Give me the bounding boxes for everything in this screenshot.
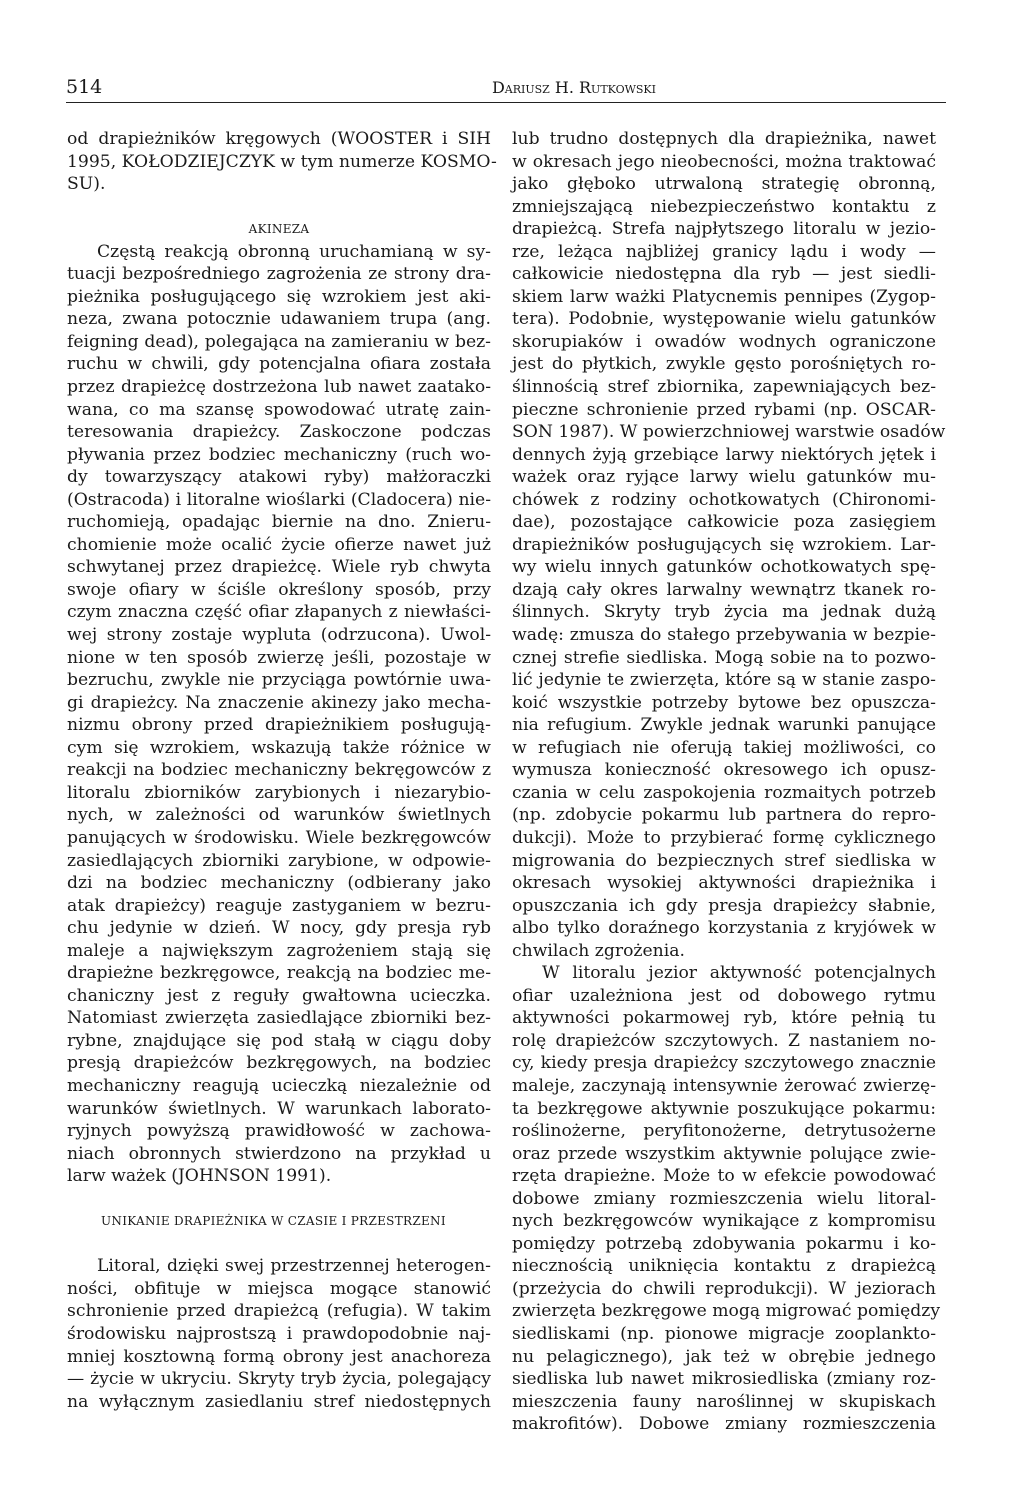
text-line: pływania przez bodziec mechaniczny (ruch wo-: [67, 444, 491, 465]
text-line: pomiędzy potrzebą zdobywania pokarmu i ko-: [512, 1233, 936, 1254]
section-heading: AKINEZA: [248, 222, 310, 237]
text-line: dae), pozostające całkowicie poza zasięgiem: [512, 512, 936, 533]
text-line: rolę drapieżców szczytowych. Z nastaniem no-: [512, 1030, 936, 1051]
text-line: chomienie może ocalić życie ofierze nawet już: [67, 534, 491, 555]
text-line: dukcji). Może to przybierać formę cyklicznego: [512, 827, 936, 848]
text-line: ryjnych powyższą prawidłowość w zachowa-: [67, 1121, 491, 1142]
text-line: larw ważek (JOHNSON 1991).: [67, 1166, 332, 1187]
text-line: makrofitów). Dobowe zmiany rozmieszczenia: [512, 1414, 936, 1435]
text-line: wana, co ma szansę spowodować utratę zain-: [67, 399, 491, 420]
text-line: dy towarzyszący atakowi ryby) małżoraczki: [67, 467, 491, 488]
text-line: (np. zdobycie pokarmu lub partnera do repro-: [512, 805, 936, 826]
text-line: atak drapieżcy) reaguje zastyganiem w bezru-: [67, 895, 491, 916]
text-line: opuszczania ich gdy presja drapieżcy słabnie,: [512, 895, 936, 916]
text-line: panujących w środowisku. Wiele bezkręgowców: [67, 827, 491, 848]
text-line: maleje, zaczynają intensywnie żerować zwierzę-: [512, 1075, 936, 1096]
text-line: mniej kosztowną formą obrony jest anachoreza: [67, 1346, 491, 1367]
text-line: środowisku najprostszą i prawdopodobnie naj-: [67, 1323, 491, 1344]
page-number: 514: [66, 76, 103, 98]
text-line: swoje ofiary w ściśle określony sposób, przy: [67, 579, 491, 600]
text-line: bezruchu, zwykle nie przyciąga powtórnie uwa-: [67, 670, 491, 691]
text-line: rze, leżąca najbliżej granicy lądu i wody —: [512, 241, 936, 262]
text-line: mieszczenia fauny naroślinnej w skupiskach: [512, 1391, 936, 1412]
text-line: rzęta drapieżne. Może to w efekcie powodować: [512, 1166, 936, 1187]
text-line: ności, obfituje w miejsca mogące stanowić: [67, 1278, 491, 1299]
text-line: przez drapieżcę dostrzeżona lub nawet zaatako-: [67, 377, 491, 398]
text-line: oraz przede wszystkim aktywnie polujące zwie-: [512, 1143, 936, 1164]
text-line: dobowe zmiany rozmieszczenia wielu litoral-: [512, 1188, 936, 1209]
text-line: neza, zwana potocznie udawaniem trupa (ang.: [67, 309, 491, 330]
text-line: czania w celu zaspokojenia rozmaitych potrzeb: [512, 782, 936, 803]
text-line: w okresach jego nieobecności, można traktować: [512, 151, 936, 172]
text-line: drapieżcą. Strefa najpłytszego litoralu w jezio-: [512, 219, 936, 240]
text-line: wy wielu innych gatunków ochotkowatych spę-: [512, 557, 936, 578]
text-line: cym się wzrokiem, wskazują także różnice w: [67, 737, 491, 758]
text-line: na wyłącznym zasiedlaniu stref niedostępnych: [67, 1391, 491, 1412]
text-line: Litoral, dzięki swej przestrzennej heterogen-: [97, 1256, 491, 1277]
text-line: ślinnością stref zbiornika, zapewniających bez-: [512, 377, 936, 398]
text-line: ważek oraz ryjące larwy wielu gatunków mu-: [512, 467, 936, 488]
text-line: zwierzęta bezkręgowe mogą migrować pomiędzy: [512, 1301, 941, 1322]
text-line: teresowania drapieżcy. Zaskoczone podczas: [67, 422, 491, 443]
text-line: wej strony zostaje wypluta (odrzucona). Uwol-: [67, 625, 491, 646]
text-line: W litoralu jezior aktywność potencjalnych: [542, 963, 936, 984]
text-line: niach obronnych stwierdzono na przykład u: [67, 1143, 491, 1164]
text-line: schwytanej przez drapieżcę. Wiele ryb chwyta: [67, 557, 491, 578]
text-line: nych bezkręgowców wynikające z kompromisu: [512, 1211, 936, 1232]
text-line: chówek z rodziny ochotkowatych (Chironomi-: [512, 489, 936, 510]
blank-line: [67, 1188, 491, 1211]
text-line: roślinożerne, peryfitonożerne, detrytusożerne: [512, 1121, 936, 1142]
section-heading: UNIKANIE DRAPIEŻNIKA W CZASIE I PRZESTRZENI: [101, 1214, 446, 1229]
text-line: rybne, znajdujące się pod stałą w ciągu doby: [67, 1030, 491, 1051]
text-line: pieczne schronienie przed rybami (np. OSCAR-: [512, 399, 936, 420]
text-line: feigning dead), polegająca na zamieraniu w bez-: [67, 331, 491, 352]
text-line: ruchomieją, opadając biernie na dno. Znieru-: [67, 512, 491, 533]
text-line: chaniczny jest z reguły gwałtowna ucieczka.: [67, 985, 491, 1006]
text-line: skiem larw ważki Platycnemis pennipes (Zygop-: [512, 286, 936, 307]
text-line: lić jedynie te zwierzęta, które są w stanie zaspo-: [512, 670, 936, 691]
text-line: wadę: zmusza do stałego przebywania w bezpie-: [512, 625, 936, 646]
text-line: — życie w ukryciu. Skryty tryb życia, polegający: [67, 1369, 491, 1390]
text-line: nizmu obrony przed drapieżnikiem posługują-: [67, 715, 491, 736]
text-line: całkowicie niedostępna dla ryb — jest siedli-: [512, 264, 936, 285]
text-line: presją drapieżców bezkręgowych, na bodziec: [67, 1053, 491, 1074]
text-line: migrowania do bezpiecznych stref siedliska w: [512, 850, 936, 871]
left-column: [67, 128, 497, 1413]
text-line: wymusza konieczność okresowego ich opusz-: [512, 760, 936, 781]
text-line: schronienie przed drapieżcą (refugia). W takim: [67, 1301, 491, 1322]
running-head: Dariusz H. Rutkowski: [491, 78, 656, 97]
text-line: niecznością uniknięcia kontaktu z drapieżcą: [512, 1256, 936, 1277]
text-line: 1995, KOŁODZIEJCZYK w tym numerze KOSMO-: [67, 151, 497, 172]
text-line: ofiar uzależniona jest od dobowego rytmu: [512, 985, 936, 1006]
text-line: zasiedlających zbiorniki zarybione, w odpowie-: [67, 850, 491, 871]
text-line: ta bezkręgowe aktywnie poszukujące pokarmu:: [512, 1098, 936, 1119]
text-line: litoralu zbiorników zarybionych i niezarybio-: [67, 782, 491, 803]
text-line: drapieżników posługujących się wzrokiem. Lar-: [512, 534, 936, 555]
text-line: Natomiast zwierzęta zasiedlające zbiorniki bez-: [67, 1008, 491, 1029]
text-line: nione w ten sposób zwierzę jeśli, pozostaje w: [67, 647, 491, 668]
right-column: [512, 128, 946, 1436]
text-line: Częstą reakcją obronną uruchamianą w sy-: [97, 241, 491, 262]
text-line: drapieżne bezkręgowce, reakcją na bodziec me-: [67, 963, 491, 984]
text-line: aktywności pokarmowej ryb, które pełnią tu: [512, 1008, 936, 1029]
text-line: SU).: [67, 174, 106, 195]
text-line: nych, w zależności od warunków świetlnych: [67, 805, 491, 826]
text-line: (Ostracoda) i litoralne wioślarki (Cladocera) nie-: [67, 489, 491, 510]
text-line: jest do płytkich, zwykle gęsto porośniętych ro-: [512, 354, 936, 375]
text-line: ślinnych. Skryty tryb życia ma jednak dużą: [512, 602, 936, 623]
text-line: zmniejszającą niebezpieczeństwo kontaktu z: [512, 196, 936, 217]
text-line: dennych żyją grzebiące larwy niektórych jętek i: [512, 444, 936, 465]
text-line: chu jedynie w dzień. W nocy, gdy presja ryb: [67, 918, 491, 939]
text-line: chwilach zgrożenia.: [512, 940, 685, 961]
text-line: ruchu w chwili, gdy potencjalna ofiara została: [67, 354, 491, 375]
text-line: maleje a największym zagrożeniem stają się: [67, 940, 491, 961]
blank-line: [67, 1233, 491, 1256]
text-line: warunków świetlnych. W warunkach laborato-: [67, 1098, 491, 1119]
text-line: tuacji bezpośredniego zagrożenia ze strony dra-: [67, 264, 491, 285]
text-line: nia refugium. Zwykle jednak warunki panujące: [512, 715, 936, 736]
text-line: koić wszystkie potrzeby bytowe bez opuszcza-: [512, 692, 936, 713]
text-line: czym znaczna część ofiar złapanych z niewłaści-: [67, 602, 491, 623]
text-line: mechaniczny reagują ucieczką niezależnie od: [67, 1075, 491, 1096]
text-line: reakcji na bodziec mechaniczny bekręgowców z: [67, 760, 491, 781]
text-line: od drapieżników kręgowych (WOOSTER i SIH: [67, 129, 491, 149]
text-line: jako głęboko utrwaloną strategię obronną,: [512, 174, 936, 195]
page-header: [66, 76, 946, 103]
text-line: (przeżycia do chwili reprodukcji). W jeziorach: [512, 1278, 936, 1299]
text-line: lub trudno dostępnych dla drapieżnika, nawet: [512, 129, 936, 149]
text-line: albo tylko doraźnego korzystania z kryjówek w: [512, 918, 936, 939]
text-line: dzi na bodziec mechaniczny (odbierany jako: [67, 873, 491, 894]
text-line: siedliska lub nawet mikrosiedliska (zmiany roz-: [512, 1369, 936, 1390]
text-line: SON 1987). W powierzchniowej warstwie osadów: [512, 422, 946, 443]
text-line: gi drapieżcy. Na znaczenie akinezy jako mecha-: [67, 692, 491, 713]
text-line: pieżnika posługującego się wzrokiem jest aki-: [67, 286, 491, 307]
text-line: tera). Podobnie, występowanie wielu gatunków: [512, 309, 936, 330]
text-line: skorupiaków i owadów wodnych ograniczone: [512, 331, 936, 352]
text-line: dzają cały okres larwalny wewnątrz tkanek ro-: [512, 579, 936, 600]
text-line: nu pelagicznego), jak też w obrębie jednego: [512, 1346, 936, 1367]
blank-line: [67, 196, 491, 219]
text-line: cznej strefie siedliska. Mogą sobie na to pozwo-: [512, 647, 936, 668]
text-line: siedliskami (np. pionowe migracje zooplankto-: [512, 1323, 936, 1344]
text-line: w refugiach nie oferują takiej możliwości, co: [512, 737, 936, 758]
text-line: okresach wysokiej aktywności drapieżnika i: [512, 873, 936, 894]
text-line: cy, kiedy presja drapieżcy szczytowego znacznie: [512, 1053, 936, 1074]
